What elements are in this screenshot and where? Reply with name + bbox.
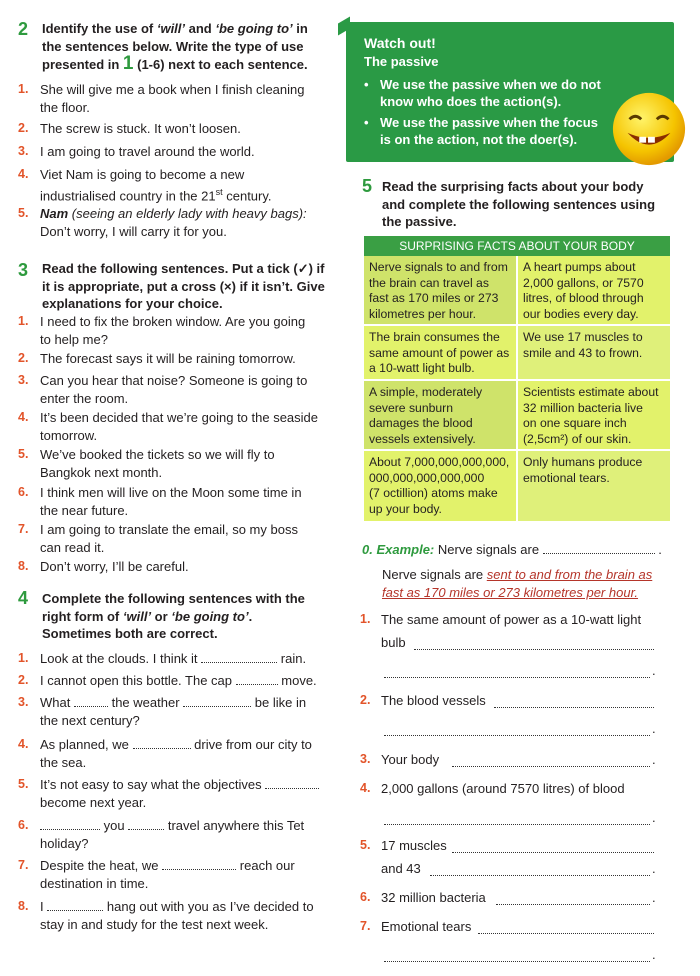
ex4-item-4-blank[interactable] [133, 736, 191, 749]
ex5-item-3-line-1: Your body [381, 752, 440, 767]
watch-bullet-1-line-2: know who does the action(s). [380, 94, 562, 109]
ex3-item-1-line-1: I need to fix the broken window. Are you going [40, 314, 306, 329]
ex3-item-6 [40, 484, 302, 519]
ex2-item-3-number: 3. [18, 144, 29, 158]
ex5-heading-line2: and complete the following sentences using [382, 196, 656, 212]
ex4-item-2-text-b: move. [281, 673, 317, 688]
ex4-item-3-number: 3. [18, 695, 29, 709]
ex4-item-4-number: 4. [18, 737, 29, 751]
ex2-heading-line3 [42, 55, 308, 74]
ex5-item-6-line-1: 32 million bacteria [381, 890, 486, 905]
ex3-item-5 [40, 446, 275, 481]
ex2-item-1-line-2: the floor. [40, 99, 90, 115]
fact-cell-7 [364, 451, 516, 521]
ex3-item-7-line-1: I am going to translate the email, so my boss [40, 522, 298, 537]
ex3-item-1-line-2: to help me? [40, 331, 108, 347]
ex5-item-6-period: . [652, 890, 656, 905]
ex2-item-5-line-1: Nam (seeing an elderly lady with heavy bags): [40, 206, 307, 221]
ex4-item-7-text-b: reach our [239, 858, 295, 873]
fact-cell-3-line-3: a 10-watt light bulb. [369, 361, 475, 375]
fact-cell-7-line-4: up your body. [369, 501, 442, 516]
fact-cell-1-line-4: kilometres per hour. [369, 306, 477, 321]
example-blank[interactable] [543, 541, 655, 554]
fact-cell-6-line-2: 32 million bacteria live [523, 400, 643, 415]
fact-cell-3-line-1: The brain consumes the [369, 330, 500, 344]
fact-cell-5-line-3: damages the blood [369, 416, 473, 430]
fact-cell-5-line-1: A simple, moderately [369, 385, 483, 399]
example-label: 0. Example: [362, 542, 435, 557]
fact-cell-4-line-1: We use 17 muscles to [523, 330, 643, 344]
watch-bullet-1-line-1: We use the passive when we do not [380, 77, 601, 92]
ex4-heading-line3: Sometimes both are correct. [42, 626, 218, 641]
fact-cell-8-line-2: emotional tears. [523, 470, 610, 485]
ex4-item-5 [40, 776, 319, 811]
ex5-item-2-blank-2[interactable] [384, 734, 650, 736]
ex2-item-5-number: 5. [18, 206, 29, 220]
ex4-item-7 [40, 857, 295, 892]
exercise-3-number: 3 [18, 260, 29, 280]
watch-out-title: Watch out! [364, 35, 436, 51]
example-line [362, 541, 662, 559]
exercise-4-heading [42, 590, 305, 643]
ex4-item-1 [40, 650, 306, 668]
exercise-2-heading [42, 20, 308, 74]
watch-out-bullet-1 [364, 76, 601, 110]
ex2-item-1 [40, 81, 304, 116]
ex5-item-7-blank-1[interactable] [478, 932, 654, 934]
ex4-item-6-text-a: you [103, 818, 125, 833]
example-answer-line-1: sent to and from the brain as [486, 567, 653, 582]
ex5-item-3-period: . [652, 752, 656, 767]
example-answer-prefix: Nerve signals are [382, 567, 484, 582]
fact-cell-3-line-2: same amount of power as [369, 345, 510, 360]
ex3-item-8-line-1: Don’t worry, I’ll be careful. [40, 559, 189, 574]
ex5-item-2-line-1: The blood vessels [381, 693, 486, 708]
ex3-item-1 [40, 313, 305, 348]
ex4-item-3-text-c: be like in [254, 695, 307, 710]
ex4-item-3-text-a: What [40, 695, 71, 710]
fact-cell-8 [518, 451, 670, 521]
ex3-item-6-number: 6. [18, 485, 29, 499]
ex3-item-4-number: 4. [18, 410, 29, 424]
ex4-item-8-blank[interactable] [47, 898, 103, 911]
ex4-item-7-blank[interactable] [162, 857, 236, 870]
ex4-item-8-text-c: stay in and study for the test next week. [40, 916, 269, 932]
ex4-item-5-blank[interactable] [265, 776, 319, 789]
ex2-heading-line2: the sentences below. Write the type of use [42, 38, 304, 54]
ex4-item-6-text-c: holiday? [40, 835, 89, 851]
ex4-item-2-number: 2. [18, 673, 29, 687]
bullet-mark-1: • [364, 77, 369, 92]
ex3-heading-line2: it is appropriate, put a cross (×) if it isn’t. Give [42, 278, 325, 294]
ex2-item-4-number: 4. [18, 167, 29, 181]
ex5-item-2-number: 2. [360, 693, 371, 707]
fact-cell-3 [364, 326, 516, 379]
fact-cell-2-line-4: our bodies every day. [523, 306, 639, 321]
watch-out-bullet-2 [364, 114, 598, 148]
ex3-heading-line1: Read the following sentences. Put a tick (✓) if [42, 261, 325, 276]
ex2-heading-line3b: (1-6) next to each sentence. [137, 57, 308, 72]
ex2-heading-line1: Identify the use of ‘will’ and ‘be going to’ in [42, 21, 308, 36]
fact-cell-2-line-2: 2,000 gallons, or 7570 [523, 275, 644, 290]
ex3-item-2-number: 2. [18, 351, 29, 365]
ex4-item-3-blank-2[interactable] [183, 694, 251, 707]
ex3-item-5-line-1: We’ve booked the tickets so we will fly to [40, 447, 275, 462]
ex2-item-2-number: 2. [18, 121, 29, 135]
ex2-item-3-line-1: I am going to travel around the world. [40, 144, 255, 159]
ex2-item-1-number: 1. [18, 82, 29, 96]
ex2-item-2-line-1: The screw is stuck. It won’t loosen. [40, 121, 241, 136]
ex4-item-2-text-a: I cannot open this bottle. The cap [40, 673, 233, 688]
fact-cell-1-line-1: Nerve signals to and from [369, 260, 508, 274]
fact-cell-2 [518, 256, 670, 324]
ex4-item-7-text-a: Despite the heat, we [40, 858, 159, 873]
ex5-item-7-number: 7. [360, 919, 371, 933]
fact-cell-6 [518, 381, 670, 449]
ex3-item-7 [40, 521, 298, 556]
ex4-item-3-text-b: the weather [111, 695, 180, 710]
ex4-item-6-number: 6. [18, 818, 29, 832]
ex2-item-5-line-2: Don’t worry, I will carry it for you. [40, 223, 227, 239]
ex4-item-5-number: 5. [18, 777, 29, 791]
ex5-item-6-number: 6. [360, 890, 371, 904]
ex3-item-6-line-2: the near future. [40, 502, 129, 518]
ex5-item-1-blank-1[interactable] [414, 648, 654, 650]
ex3-item-2 [40, 350, 296, 368]
fact-cell-6-line-1: Scientists estimate about [523, 385, 659, 399]
ex3-item-7-number: 7. [18, 522, 29, 536]
ex2-item-3 [40, 143, 255, 161]
ex4-item-6-text-b: travel anywhere this Tet [167, 818, 305, 833]
ex5-item-1-line-1: The same amount of power as a 10-watt light [381, 612, 642, 627]
exercise-1-reference: 1 [122, 53, 134, 74]
ex4-item-3 [40, 694, 306, 729]
ex5-item-3-number: 3. [360, 752, 371, 766]
ex4-item-3-blank-1[interactable] [74, 694, 108, 707]
ex4-item-8-text-b: hang out with you as I’ve decided to [106, 899, 314, 914]
ex5-item-4-period: . [652, 810, 656, 825]
ex4-item-7-number: 7. [18, 858, 29, 872]
fact-cell-2-line-3: litres, of blood through [523, 291, 644, 305]
ex5-item-1-period: . [652, 663, 656, 678]
bullet-mark-2: • [364, 115, 369, 130]
ex5-item-7-line-1: Emotional tears [381, 919, 472, 934]
ex3-item-4-line-2: tomorrow. [40, 427, 98, 443]
ex3-item-3-line-1: Can you hear that noise? Someone is going to [40, 373, 308, 388]
ex4-item-4-text-c: the sea. [40, 754, 87, 770]
ex5-item-4-line-1: 2,000 gallons (around 7570 litres) of blood [381, 781, 625, 796]
fact-cell-1-line-3: fast as 170 miles or 273 [369, 291, 499, 305]
fact-cell-6-line-3: on one square inch [523, 416, 627, 430]
fact-cell-6-line-4: (2,5cm²) of our skin. [523, 431, 632, 446]
ex3-item-7-line-2: can read it. [40, 539, 105, 555]
ex5-item-1-blank-2[interactable] [384, 676, 650, 678]
exercise-3-heading [42, 260, 325, 313]
ex4-item-1-blank[interactable] [201, 650, 277, 663]
ex2-heading-line3a: presented in [42, 57, 120, 72]
ex4-item-2-blank[interactable] [236, 672, 278, 685]
ex4-item-6-blank-1[interactable] [40, 817, 100, 830]
ex5-item-5-line-1: 17 muscles [381, 838, 447, 853]
fact-cell-7-line-3: (7 octillion) atoms make [369, 486, 498, 500]
ex4-item-2 [40, 672, 317, 690]
ex5-item-2-period: . [652, 721, 656, 736]
ex4-item-4-text-b: drive from our city to [194, 737, 312, 752]
fact-cell-4-line-2: smile and 43 to frown. [523, 345, 643, 360]
ex4-item-1-text-a: Look at the clouds. I think it [40, 651, 198, 666]
fact-cell-5-line-2: severe sunburn [369, 400, 454, 415]
ex3-item-4-line-1: It’s been decided that we’re going to the seaside [40, 410, 319, 425]
ex3-item-8 [40, 558, 189, 576]
exercise-5-heading [382, 178, 655, 231]
example-answer-line-2: fast as 170 miles or 273 kilometres per hour. [382, 584, 639, 600]
facts-table-title: SURPRISING FACTS ABOUT YOUR BODY [364, 236, 670, 256]
ex5-item-5-period: . [652, 861, 656, 876]
ex4-item-1-number: 1. [18, 651, 29, 665]
ex4-item-5-text-b: become next year. [40, 794, 147, 810]
ex5-item-7-blank-2[interactable] [384, 960, 650, 962]
ex2-item-4 [40, 166, 272, 204]
ex5-item-5-blank-2[interactable] [430, 874, 650, 876]
ex5-item-3-blank[interactable] [452, 765, 650, 767]
example-answer [382, 566, 652, 601]
ex2-item-5 [40, 205, 307, 240]
ex4-item-6-blank-2[interactable] [128, 817, 164, 830]
smiley-face-icon [610, 90, 688, 168]
ex2-item-4-line-1: Viet Nam is going to become a new [40, 167, 245, 182]
ex4-item-6 [40, 817, 304, 852]
exercise-5-number: 5 [362, 176, 373, 196]
ex3-item-3-number: 3. [18, 373, 29, 387]
fact-cell-1 [364, 256, 516, 324]
fact-cell-5 [364, 381, 516, 449]
ex4-item-1-text-b: rain. [280, 651, 307, 666]
ex4-item-5-text-a: It’s not easy to say what the objectives [40, 777, 262, 792]
exercise-4-number: 4 [18, 588, 29, 608]
ex5-item-5-line-2: and 43 [381, 861, 421, 876]
ex5-heading-line1: Read the surprising facts about your body [382, 179, 644, 194]
watch-out-subtitle: The passive [364, 54, 439, 69]
ex3-item-3 [40, 372, 307, 407]
ex3-item-2-line-1: The forecast says it will be raining tomorrow. [40, 351, 296, 366]
ex5-item-6-blank[interactable] [496, 903, 650, 905]
ex3-item-6-line-1: I think men will live on the Moon some time in [40, 485, 302, 500]
ex3-item-4 [40, 409, 318, 444]
fact-cell-8-line-1: Only humans produce [523, 455, 643, 469]
ex5-heading-line3: the passive. [382, 214, 457, 229]
ex4-item-4 [40, 736, 312, 771]
ex5-item-4-blank[interactable] [384, 823, 650, 825]
ex2-item-1-line-1: She will give me a book when I finish cleaning [40, 82, 305, 97]
ex4-item-8 [40, 898, 314, 933]
ex3-item-3-line-2: enter the room. [40, 390, 129, 406]
ex4-item-8-text-a: I [40, 899, 44, 914]
ex5-item-2-blank-1[interactable] [494, 706, 654, 708]
example-text: Nerve signals are [437, 542, 540, 557]
fact-cell-5-line-4: vessels extensively. [369, 431, 476, 446]
ex3-item-1-number: 1. [18, 314, 29, 328]
ex3-item-5-number: 5. [18, 447, 29, 461]
ex4-heading-line2: right form of ‘will’ or ‘be going to’. [42, 608, 253, 624]
example-period: . [658, 542, 662, 557]
ex5-item-1-number: 1. [360, 612, 371, 626]
ex2-item-2 [40, 120, 241, 138]
ex4-item-3-text-d: the next century? [40, 712, 140, 728]
watch-bullet-2-line-2: is on the action, not the doer(s). [380, 132, 578, 147]
fact-cell-7-line-1: About 7,000,000,000,000, [369, 455, 510, 469]
ex5-item-5-blank-1[interactable] [452, 851, 654, 853]
ex3-heading-line3: explanations for your choice. [42, 296, 223, 311]
ex3-item-5-line-2: Bangkok next month. [40, 464, 163, 480]
ex5-item-4-number: 4. [360, 781, 371, 795]
fact-cell-4 [518, 326, 670, 379]
ex4-heading-line1: Complete the following sentences with the [42, 591, 305, 606]
fact-cell-1-line-2: the brain can travel as [369, 275, 489, 290]
ex4-item-4-text-a: As planned, we [40, 737, 129, 752]
ex4-item-7-text-c: destination in time. [40, 875, 149, 891]
ex4-item-8-number: 8. [18, 899, 29, 913]
fact-cell-7-line-2: 000,000,000,000,000 [369, 470, 485, 485]
ex2-item-4-line-2: industrialised country in the 21st century. [40, 186, 272, 203]
ex5-item-7-period: . [652, 947, 656, 962]
ex5-item-1-line-2: bulb [381, 635, 406, 650]
exercise-2-number: 2 [18, 19, 29, 39]
ex3-item-8-number: 8. [18, 559, 29, 573]
ex5-item-5-number: 5. [360, 838, 371, 852]
fact-cell-2-line-1: A heart pumps about [523, 260, 636, 274]
watch-bullet-2-line-1: We use the passive when the focus [380, 115, 598, 130]
